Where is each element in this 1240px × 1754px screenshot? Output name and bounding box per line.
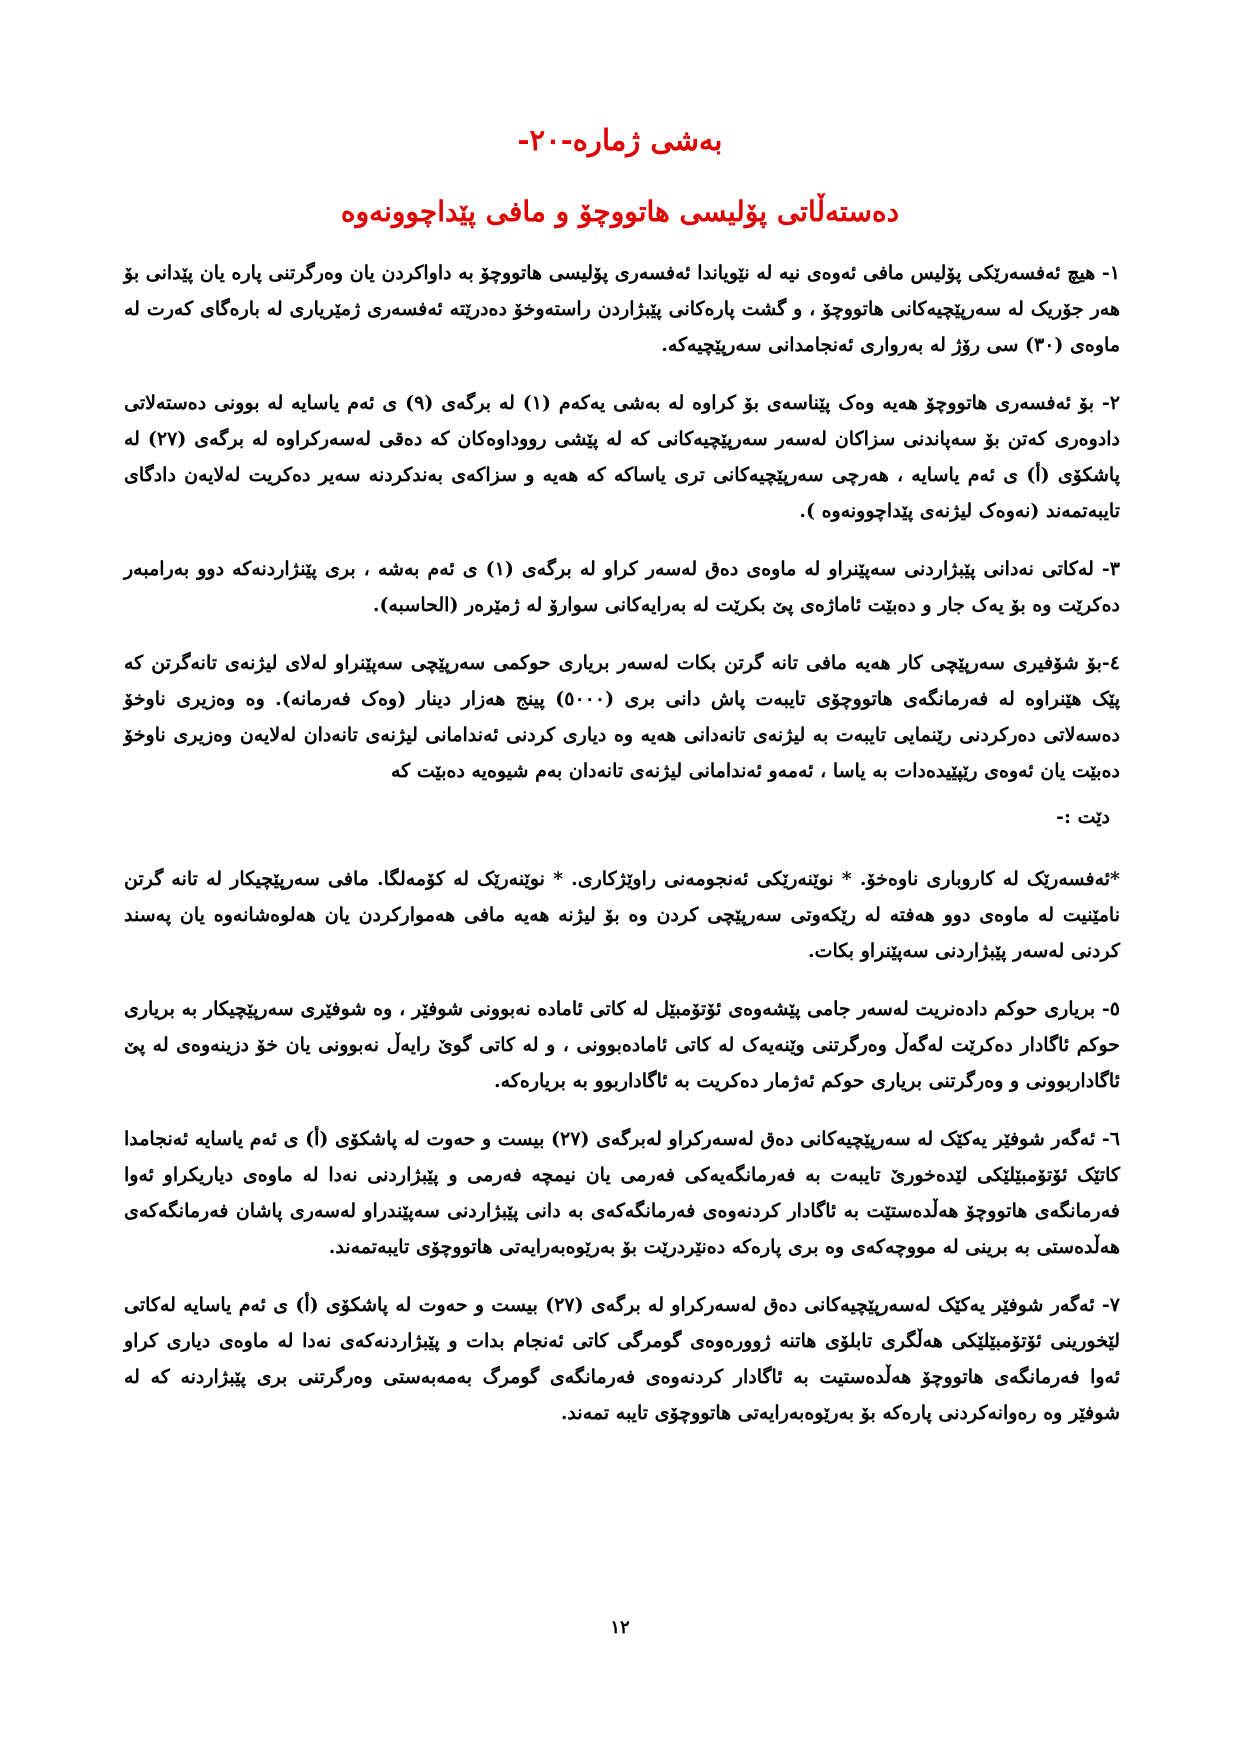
- paragraph-committee-members: *ئەفسەرێک لە کاروباری ناوەخۆ. * نوێنەرێکی ئەنجومەنی راوێژکاری. * نوێنەرێک لە کۆمەلگا. مافی سەرپێچیکار لە تانە گرتن نامێنیت لە ماوەی دوو هەفتە لە رێکەوتی سەرپێچی کردن وە بۆ لیژنە هەیە مافی هەموارکردن یان هەلوەشانەوە یان پەسند کردنی لەسەر پێبژاردنی سەپێنراو بکات.: [124, 868, 1120, 962]
- paragraph-4: ٤-بۆ شۆفیری سەرپێچی کار هەیە مافی تانە گرتن بکات لەسەر بریاری حوکمی سەرپێچی سەپێنراو لەلای لیژنەی تانەگرتن کە پێک هێنراوە لە فەرمانگەی هاتووچۆی تایبەت پاش دانی بری (٥٠٠٠) پینج هەزار دینار (وەک فەرمانە). وە وەزیری ناوخۆ دەسەلاتی دەرکردنی رێنمایی تایبەت بە لیژنەی تانەدانی هەیە وە دیاری کردنی ئەندامانی لیژنەی تانەدان لەلایەن وەزیری ناوخۆ دەبێت یان ئەوەی رێپێیدەدات بە یاسا ، ئەمەو ئەندامانی لیژنەی تانەدان بەم شیوەیە دەبێت کە: [124, 652, 1121, 782]
- paragraph-7: ٧- ئەگەر شوفێر یەکێک لەسەرپێچیەکانی دەق لەسەرکراو لە برگەی (٢٧) بیست و حەوت لە پاشکۆی (أ) ی ئەم یاسایە لەکاتی لێخورینی ئۆتۆمبێلێکی هەڵگری تابلۆی هاتنە ژوورەوەی گومرگی کاتی ئەنجام بدات و پێبژاردنەکەی نەدا لە ماوەی دیاری کراو ئەوا فەرمانگەی هاتووچۆ هەڵدەستیت بە ئاگادار کردنەوەی فەرمانگەی گومرگ بەمەبەستی وەرگرتنی بری پێبژاردنە کە لە شوفێر وە رەوانەکردنی پارەکە بۆ بەرێوەبەرایەتی هاتووچۆی تایبە تمەند.: [124, 1294, 1120, 1424]
- section-number: بەشی ژمارە-٢٠-: [517, 123, 723, 157]
- paragraph-5: ٥- بریاری حوکم دادەنریت لەسەر جامی پێشەوەی ئۆتۆمبێل لە کاتی ئامادە نەبوونی شوفێر ، وە شوفێری سەرپێچیکار بە بریاری حوکم ئاگادار دەکرێت لەگەڵ وەرگرتنی وێنەیەک لە کاتی ئامادەبوونی ، و لە کاتی گوێ رایەڵ نەبوونی یان خۆ دزینەوەی لە پێ ئاگاداربوونی و وەرگرتنی بریاری حوکم ئەژمار دەکریت بە ئاگاداربوو بە بریارەکە.: [124, 998, 1120, 1092]
- paragraph-4-tail: دێت :-: [1056, 806, 1110, 828]
- paragraph-3: ٣- لەکاتی نەدانی پێبژاردنی سەپێنراو لە ماوەی دەق لەسەر کراو لە برگەی (١) ی ئەم بەشە ، بری پێنژاردنەکە دوو بەرامبەر دەکرێت وە بۆ یەک جار و دەبێت ئاماژەی پێ بکرێت لە بەرایەکانی سوارۆ لە ژمێرەر (الحاسبە).: [124, 558, 1120, 616]
- page-number: ١٢: [610, 1617, 630, 1638]
- section-title: دەستەڵاتی پۆلیسی هاتووچۆ و مافی پێداچوونەوە: [340, 195, 900, 228]
- document-body: [124, 255, 1120, 1453]
- paragraph-2: ٢- بۆ ئەفسەری هاتووچۆ هەیە وەک پێناسەی بۆ کراوە لە بەشی یەکەم (١) لە برگەی (٩) ی ئەم یاسایە لە بوونی دەستەلاتی دادوەری کەتن بۆ سەپاندنی سزاکان لەسەر سەرپێچیەکانی کە لە پێشی رووداوەکان کە دەقی لەسەرکراوە لە برگەی (٢٧) لە پاشکۆی (أ) ی ئەم یاسایە ، هەرچی سەرپێچیەکانی تری یاساکە کە هەیە و سزاکەی بەندکردنە سەیر دەکریت لەلایەن دادگای تایبەتمەند (نەوەک لیژنەی پێداچوونەوە ).: [124, 392, 1120, 522]
- paragraph-6: ٦- ئەگەر شوفێر یەکێک لە سەرپێچیەکانی دەق لەسەرکراو لەبرگەی (٢٧) بیست و حەوت لە پاشکۆی (أ) ی ئەم یاسایە ئەنجامدا کاتێک ئۆتۆمبێلێکی لێدەخوریٚ تایبەت بە فەرمانگەیەکی فەرمی یان نیمچە فەرمی و پێبژاردنی نەدا لە ماوەی دیاریکراو ئەوا فەرمانگەی هاتووچۆ هەڵدەستێت بە ئاگادار کردنەوەی فەرمانگەکەی بە دانی پێبژاردنی سەپێندراو لەسەری پاشان فەرمانگەکەی هەڵدەستی بە برینی لە مووچەکەی وە بری پارەکە دەنێردرێت بۆ بەرێوەبەرایەتی هاتووچۆی تایبەتمەند.: [124, 1128, 1120, 1258]
- paragraph-1: ١- هیچ ئەفسەرێکی پۆلیس مافی ئەوەی نیە لە نێویاندا ئەفسەری پۆلیسی هاتووچۆ بە داواکردن یان وەرگرتنی پارە یان پێدانی بۆ هەر جۆریک لە سەرپێچیەکانی هاتووچۆ ، و گشت پارەکانی پێبژاردن راستەوخۆ دەدرێتە ئەفسەری ژمێریاری لە بارەگای کەرت لە ماوەی (٣٠) سی رۆژ لە بەرواری ئەنجامدانی سەرپێچیەکە.: [124, 262, 1120, 356]
